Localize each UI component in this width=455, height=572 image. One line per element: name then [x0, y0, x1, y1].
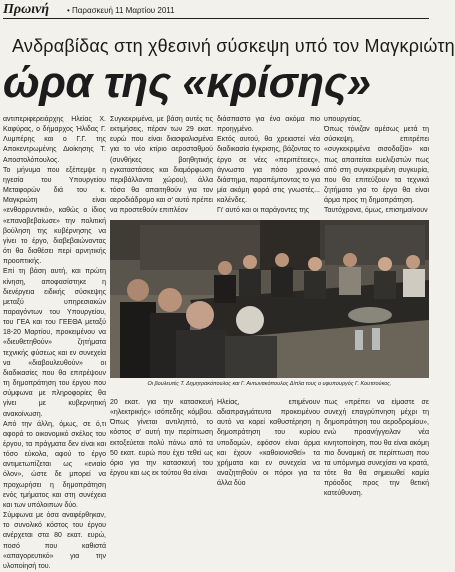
photo-caption: Οι βουλευτές Τ. Δημητρακόπουλος και Γ. Αντωνακόπουλος Δίπλα τους ο υφυπουργός Γ. Κουτσούκος. [147, 381, 392, 387]
newspaper-name: Πρωινή [3, 2, 50, 17]
paragraph: Το μήνυμα που εξέπεμψε η ηγεσία του Υπουργείου Μεταφορών διά του κ. Μαγκριώτη είναι «ενθαρρυντικό», καθώς ο ίδιος «επαναβεβαίωσε» την πολιτική βούληση της κυβέρνησης να γίνει το έργο, διαβεβαιώνοντας ότι θα διαθέσει περί αρνητικής προοπτικής. [3, 166, 106, 266]
meeting-photo-illustration [110, 220, 429, 378]
article-headline: ώρα της «κρίσης» [3, 58, 371, 107]
paragraph: πως «πρέπει να είμαστε σε συνεχή επαγρύπνηση μέχρι τη δημοπράτηση του αεροδρομίου», ενώ προανήγγειλαν νέα κινητοποίηση, που θα είναι ακόμη πιο δυναμική σε περίπτωση που τα υπόμνημα συνεχίσει να κρατά, τότε θα θα σημειωθεί καμία πρόοδος προς την θετική κατεύθυνση. [324, 399, 429, 498]
paragraph: 20 εκατ. για την κατασκευή «ηλεκτρικής» ισόπεδης κόμβου. Όπως γίνεται αντιληπτό, το κόστος σ' αυτή την περίπτωση εκτοξεύεται πολύ πάνω από τα 50 εκατ. ευρώ που έχει τεθεί ως όριο για την κατασκευή του έργου και ως εκ τούτου θα είναι [110, 399, 213, 478]
paragraph: Γι' αυτό και οι παράγοντες της [217, 207, 310, 215]
meeting-photo [110, 220, 429, 378]
paragraph: Όπως τόνιζαν αμέσως μετά τη σύσκεψη, επιτρέπει «συγκεκριμένα σισοδαξία» και πως απαιτείται ευελιξιστών πως από στη συγκεκριμένη συγκυρία, που θα επιτεύξουν τα τεχνικά ζητήματα για το έργο θα είναι άρμα προς τη δημοπράτηση. [324, 126, 429, 205]
paragraph: υπουργείας. [324, 116, 362, 123]
paragraph: Επί τη βάση αυτή, και πρώτη κίνηση, αποφασίστηκε η διενέργεια ειδικής σύσκεψης μεταξύ υπηρεσιακών παραγόντων του Υπουργείου, του ΓΕΑ και του ΓΕΕΘΑ μεταξύ 18-20 Μαρτίου, προκειμένου να «διευθετηθούν» ζητήματα τεχνικής φύσεως και εν συνεχεία να «διαβουλευθούν» οι διαδικασίες που θα επιτρέψουν τη δημοπράτηση του έργου που σύμφωνα με πληροφορίες θα γίνει με κυβερνητική ανακοίνωση. [3, 268, 106, 418]
paragraph: Εκτός αυτού, θα χρειαστεί νέα διαδικασία έγκρισης, βάζοντας το έργο σε νέες «περιπέτειες», άγνωστο για πόσο χρονικό διάστημα, παραπέμποντας το για μία ακόμη φορά στις γνωστές... καλένδες. [217, 136, 320, 205]
issue-date: • Παρασκευή 11 Μαρτίου 2011 [67, 6, 175, 15]
masthead-rule [3, 18, 429, 19]
article-column-3 [217, 115, 320, 219]
paragraph: Σύμφωνα με όσα αναφέρθηκαν, το συνολικό κόστος του έργου ανέρχεται στα 80 εκατ. ευρώ, ποσό που καθιστά «απαγορευτικό» για την υλοποίησή του. [3, 512, 106, 570]
article-column-3-lower [217, 398, 320, 486]
article-kicker: Ανδραβίδας στη χθεσινή σύσκεψη υπό τον Μαγκριώτη [12, 36, 455, 56]
article-column-2 [110, 115, 213, 219]
paragraph: διάσπαστο για ένα ακόμα πιο προηγμένο. [217, 116, 320, 134]
paragraph: Ηλείας, επιμένουν αδιαπραγμάτευτα προκειμένου αυτό να καρεί καθυστέρηση η δημοπράτηση του κυρίου υποδομών, εφόσον είναι άρμα και έχουν «καθοιονισθεί» τα χρήματα και εν συνεχεία να αναζητηθούν οι πόροι για τα άλλα δύο [217, 399, 320, 488]
masthead [3, 2, 429, 18]
paragraph: Συγκεκριμένα, με βάση αυτές τις εκτιμήσεις, πέραν των 29 εκατ. ευρώ που είναι διασφαλισμένα για το νέο κτίριο αεροσταθμού (συνθήκες βοηθητικής εγκαταστάσεις και διαμόρφωση περιβάλλοντα χώρου), άλλα τόσα θα απαιτηθούν για τον αεροδιάδρομο και σ' αυτό πρέπει να προστεθούν επιπλέον [110, 116, 213, 215]
article-column-4 [324, 115, 429, 219]
article-column-4-lower [324, 398, 429, 498]
paragraph: αντιπεριφερειάρχης Ηλείας Χ. Καφύρας, ο δήμαρχος Ήλιδας Γ. Λυμπέρης και ο Γ.Γ. της Αποκεντρωμένης Διοίκησης Τ. Αποστολόπουλος. [3, 116, 106, 164]
paragraph: Από την άλλη, όμως, σε ό,τι αφορά το οικονομικό σκέλος του έργου, τα πράγματα δεν είναι και τόσο εύκολα, αφού το έργο αντιμετωπίζεται ως «ενιαίο όλον», ώστε δε μπορεί να προχωρήσει η δημοπράτηση ενός τμήματος και στη συνέχεια και των υπόλοιπων δύο. [3, 420, 106, 509]
paragraph: Ταυτόχρονα, όμως, επισημαίνουν [324, 207, 428, 215]
article-column-2-lower [110, 398, 213, 486]
article-column-1 [3, 115, 106, 570]
